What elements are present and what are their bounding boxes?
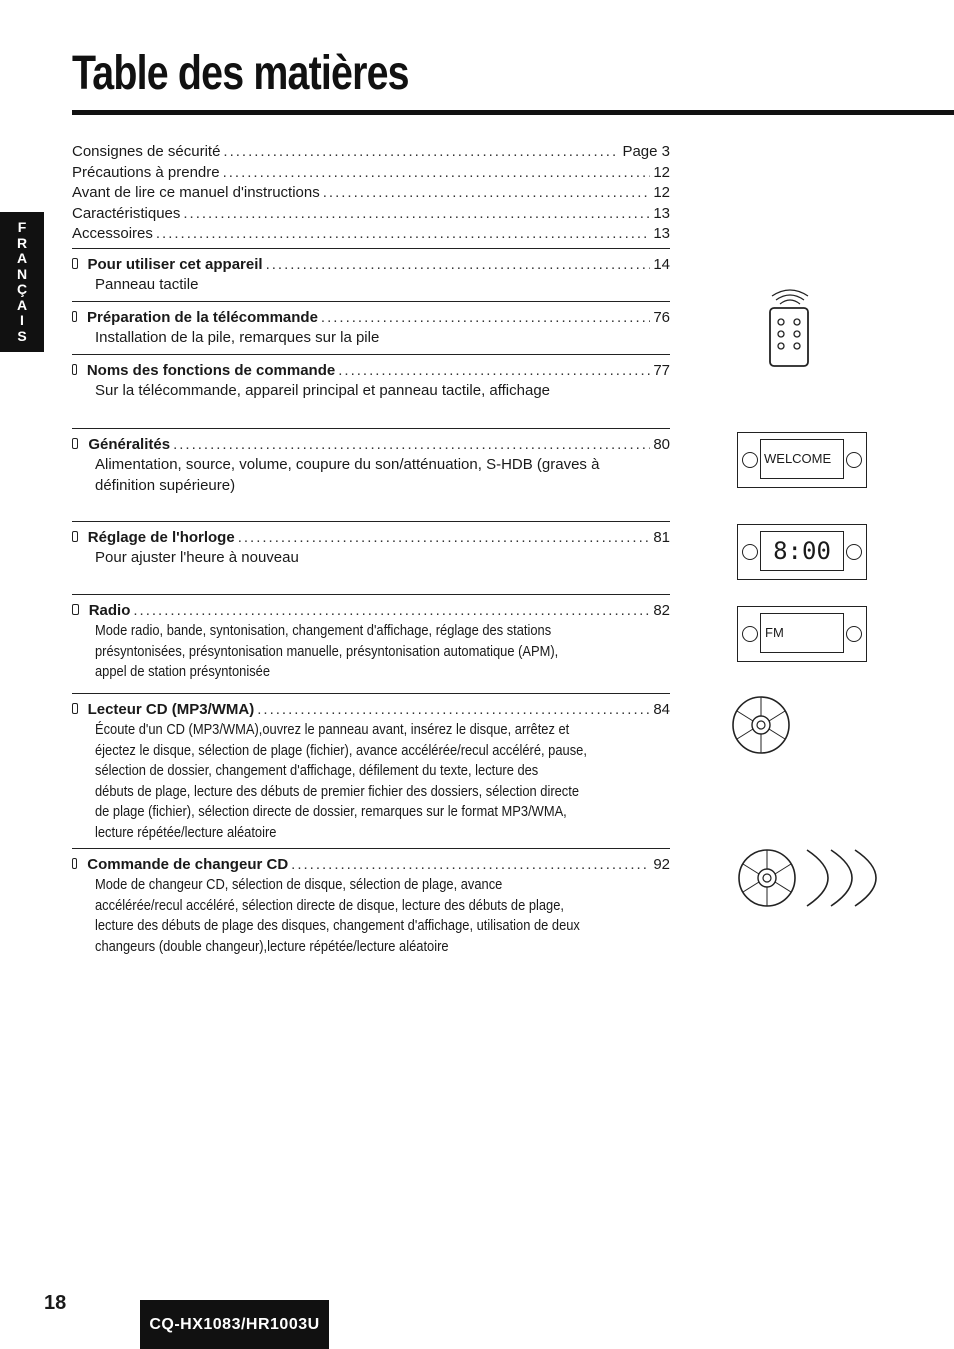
knob-icon [742,452,758,468]
toc-section-page: 77 [653,361,670,379]
display-panel-welcome [737,432,867,488]
toc-entry-page: 13 [653,204,670,222]
toc-entry[interactable] [72,204,670,225]
language-tab-letter: A [16,296,28,313]
toc-section-label: Réglage de l'horloge [87,528,235,546]
toc-entry-page: 12 [653,163,670,181]
toc-entry-label: Accessoires [72,225,153,242]
model-name: CQ-HX1083/HR1003U [149,1315,320,1333]
knob-icon [742,626,758,642]
knob-icon [846,452,862,468]
display-screen [760,531,844,571]
display-panel-clock [737,524,867,580]
checkbox-icon [72,858,77,869]
checkbox-icon [72,604,79,615]
toc-section-description: Mode de changeur CD, sélection de disque, sélection de plage, avance accélérée/recul accéléré, sélection directe de disque, lecture des débuts de plage, lecture des débuts de plage des disques, changement d'affichage, utilisation de deux changeurs (double changeur),lecture répétée/lecture aléatoire [95,876,580,955]
language-tab-letter: I [20,312,24,328]
toc-section-page: 82 [653,601,670,619]
toc-entry[interactable] [72,142,670,163]
toc-section-page: 14 [653,255,670,273]
toc-section-description: Écoute d'un CD (MP3/WMA),ouvrez le panneau avant, insérez le disque, arrêtez et éjectez le disque, sélection de plage (fichier), avance accélérée/recul accéléré, pause, sélection de dossier, changement d'affichage, défilement du texte, lecture des débuts de plage, lecture des débuts de premier fichier des dossiers, sélection directe de plage (fichier), sélection directe de dossier, remarques sur le format MP3/WMA, lecture répétée/lecture aléatoire [95,721,587,841]
toc-section-heading[interactable] [72,361,670,382]
cd-disc-icon [730,694,792,756]
toc-entry-page: 12 [653,184,670,201]
toc-section-page: 80 [653,435,670,453]
checkbox-icon [72,703,78,714]
toc-section-heading[interactable] [72,435,670,456]
title-rule [72,110,954,115]
toc-section-heading[interactable] [72,308,670,329]
intro-entries [72,142,670,245]
display-screen [760,439,844,479]
toc-section-label: Lecteur CD (MP3/WMA) [87,700,255,718]
checkbox-icon [72,364,77,375]
toc-section-heading[interactable] [72,855,670,876]
toc-section-description: Mode radio, bande, syntonisation, changement d'affichage, réglage des stations présyntonisées, présyntonisation manuelle, présyntonisation automatique (APM), appel de station présyntonisée [95,622,559,680]
toc-entry[interactable] [72,224,670,245]
toc-section-page: 81 [653,528,670,546]
toc-section-label: Pour utiliser cet appareil [87,255,263,273]
toc-section-heading[interactable] [72,700,670,721]
language-tab-letter: Ç [16,281,28,297]
knob-icon [846,626,862,642]
toc-section-label: Radio [88,601,131,619]
toc-section [72,594,670,693]
table-of-contents [72,142,670,957]
toc-entry-label: Avant de lire ce manuel d'instructions [72,184,320,201]
toc-entry-page: 13 [653,225,670,242]
language-tab-letter: R [16,234,28,251]
checkbox-icon [72,438,78,449]
toc-section-heading[interactable] [72,601,670,622]
display-text: FM [765,625,784,640]
toc-section-description: Alimentation, source, volume, coupure du son/atténuation, S-HDB (graves à définition supérieure) [95,456,600,494]
toc-section [72,848,670,958]
language-tab-letter: F [17,219,27,235]
checkbox-icon [72,531,78,542]
toc-section-heading[interactable] [72,528,670,549]
toc-section-description: Installation de la pile, remarques sur la pile [95,329,380,346]
toc-entry[interactable] [72,163,670,184]
toc-section-heading[interactable] [72,255,670,276]
toc-section [72,521,670,594]
toc-section-description: Sur la télécommande, appareil principal et panneau tactile, affichage [95,382,551,399]
language-tab-letter: A [16,250,28,266]
toc-section [72,354,670,428]
toc-section-description: Pour ajuster l'heure à nouveau [95,549,299,566]
checkbox-icon [72,311,77,322]
cd-changer-icon [735,840,895,916]
toc-section-label: Noms des fonctions de commande [86,361,336,379]
toc-section-page: 92 [653,855,670,873]
display-text: WELCOME [764,451,832,466]
model-badge [140,1300,329,1349]
language-tab-letter: S [17,327,27,344]
toc-section [72,428,670,521]
toc-section [72,248,670,301]
knob-icon [846,544,862,560]
toc-section-label: Généralités [88,435,171,453]
toc-entry[interactable] [72,183,670,204]
clock-display: 8:00 [773,537,831,565]
toc-entry-label: Caractéristiques [72,204,181,222]
toc-entry-label: Précautions à prendre [72,163,220,181]
display-panel-radio [737,606,867,662]
knob-icon [742,544,758,560]
display-screen [760,613,844,653]
toc-section-label: Commande de changeur CD [87,855,289,873]
remote-control-icon [758,280,822,376]
toc-entry-label: Consignes de sécurité [72,143,221,160]
toc-section-page: 76 [653,308,670,326]
page-title: Table des matières [72,47,409,100]
toc-section-description: Panneau tactile [95,276,199,293]
page-number: 18 [44,1292,67,1314]
checkbox-icon [72,258,78,269]
language-tab [0,212,44,352]
toc-section [72,301,670,354]
toc-section [72,693,670,848]
toc-section-page: 84 [653,700,670,718]
language-tab-letter: N [16,265,28,282]
toc-section-label: Préparation de la télécommande [87,308,318,326]
toc-entry-page: Page 3 [622,143,670,160]
